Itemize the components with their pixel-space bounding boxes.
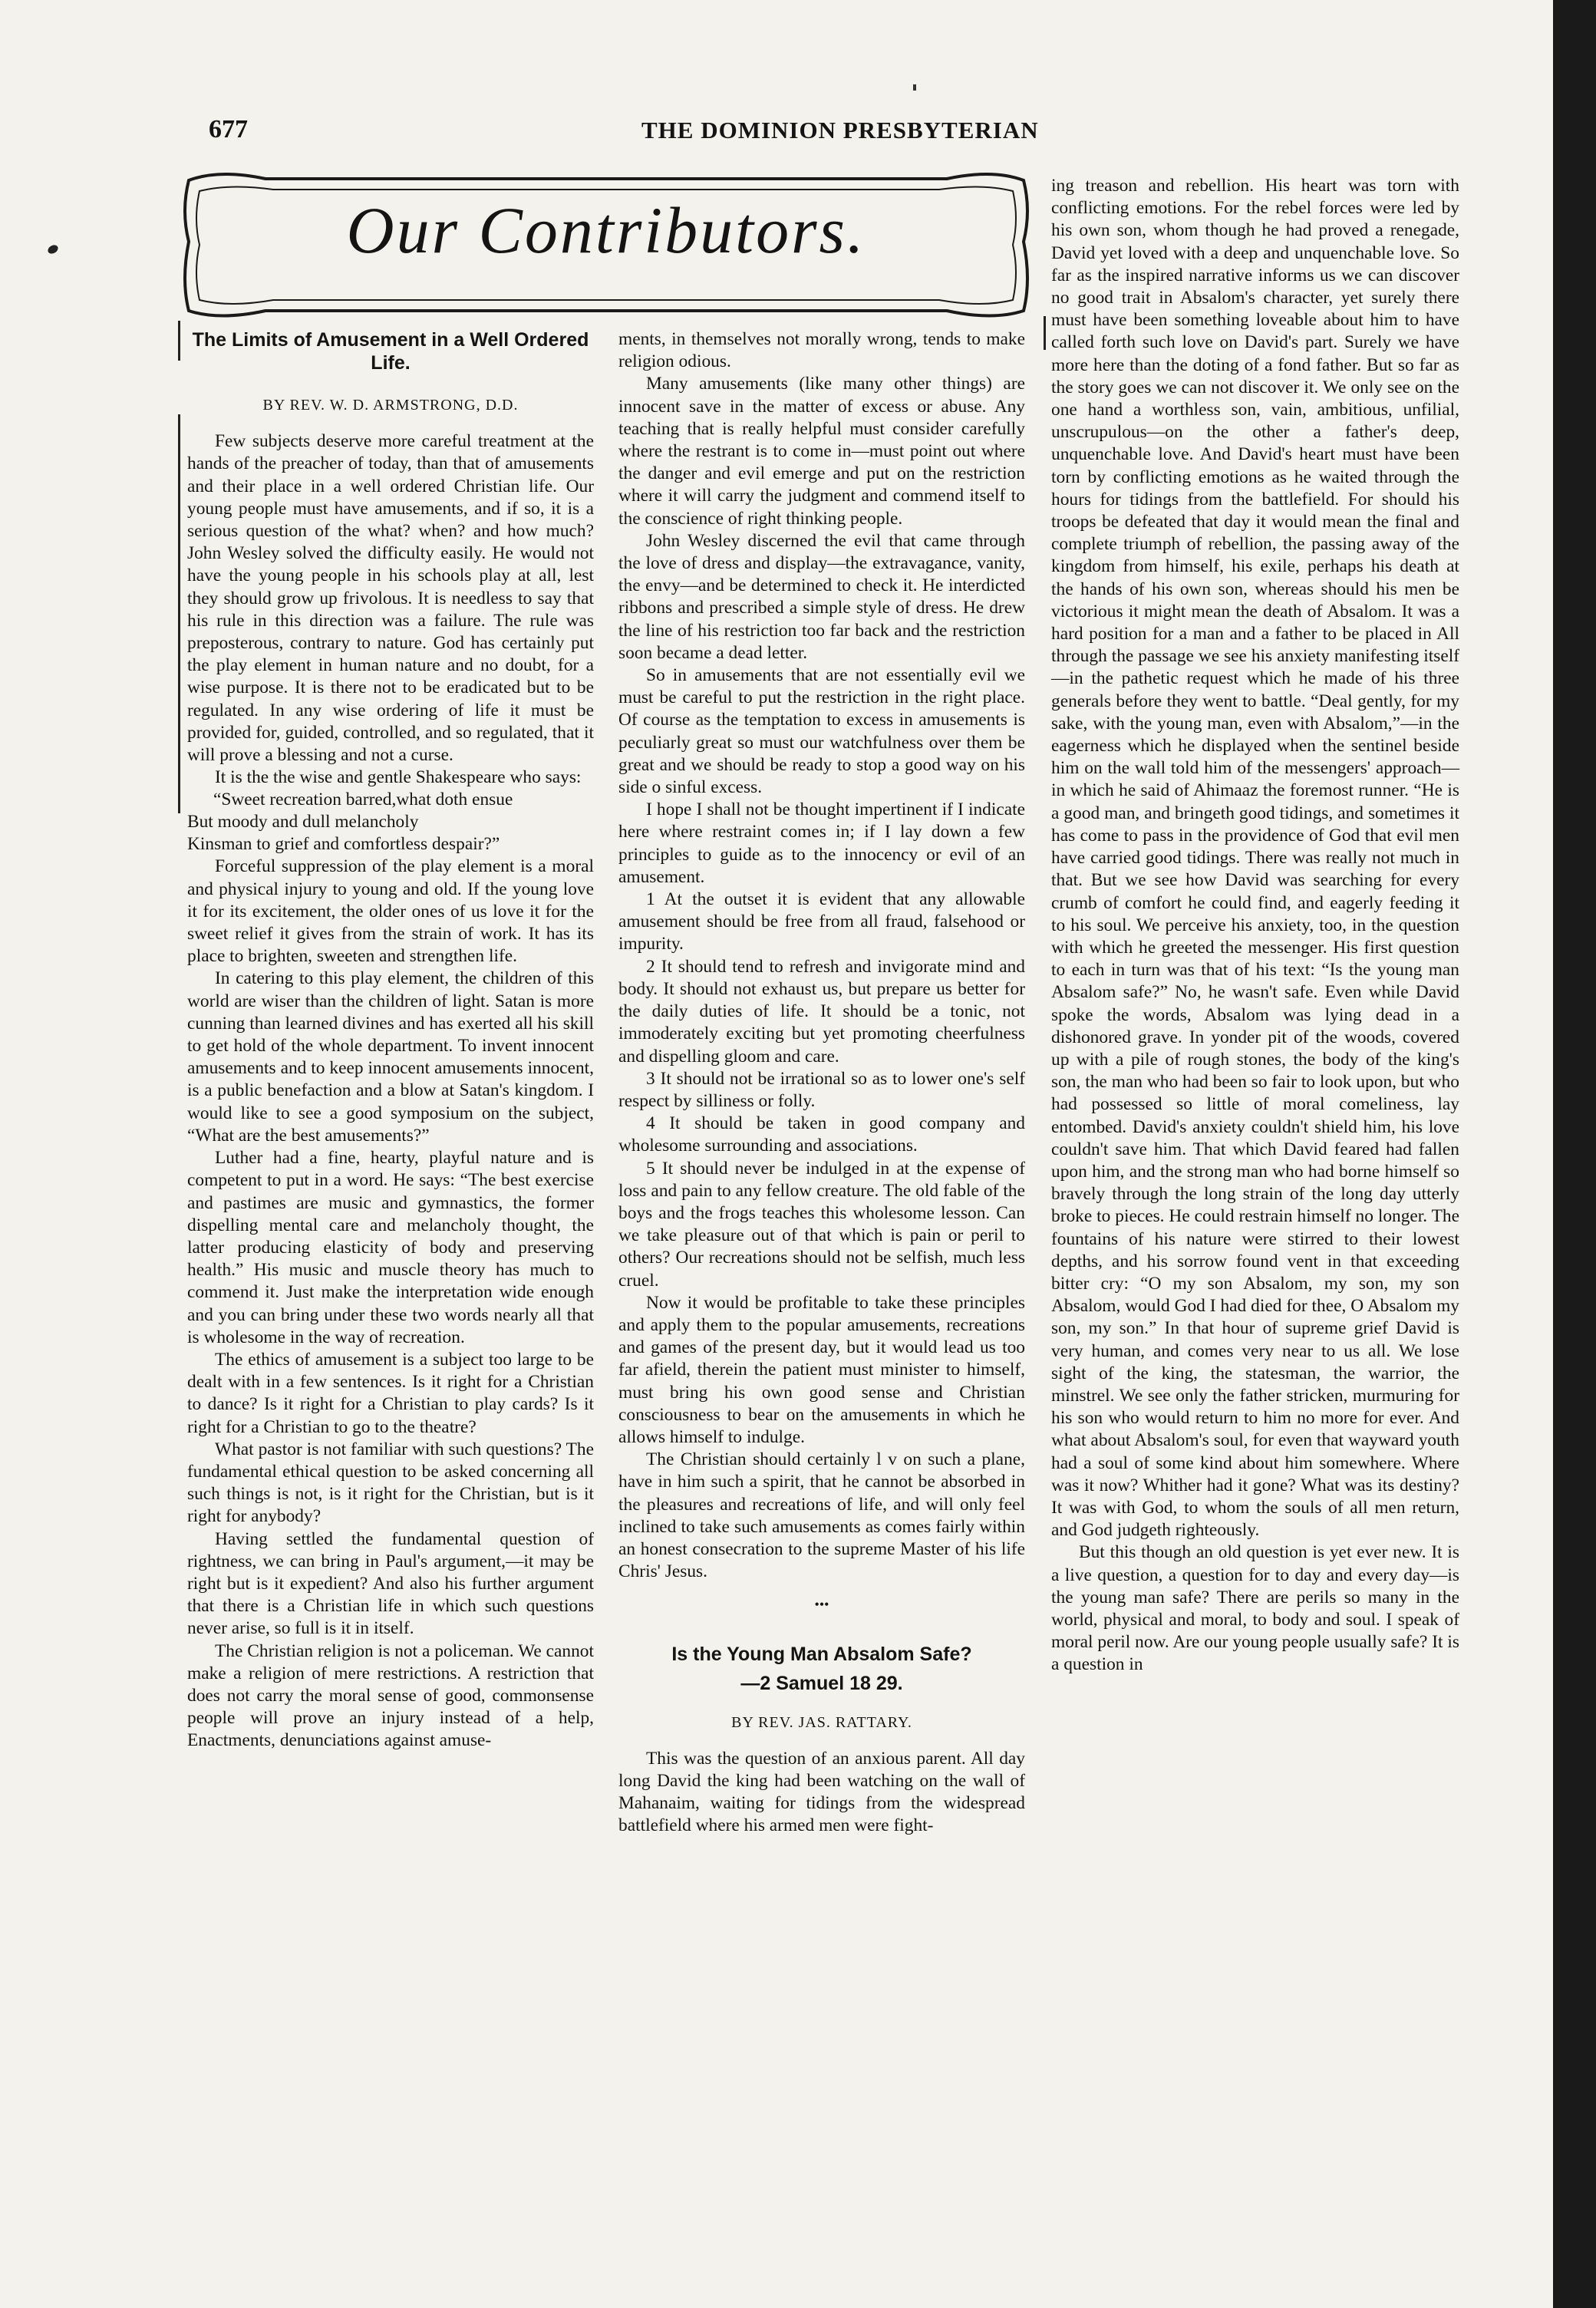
column-2 [618, 328, 1025, 1838]
poem-line: But moody and dull melancholy [187, 812, 419, 833]
ink-blot [46, 243, 59, 256]
article-byline: BY REV. JAS. RATTARY. [731, 1713, 912, 1731]
paragraph: In catering to this play element, the children of this world are wiser than the children of light. Satan is more cunning than learned divines and has exerted all his skill to get hold of the whole department. To invent innocent amusements and to keep innocent amusements innocent, is a public benefaction and a blow at Satan's kingdom. I would like to see a good symposium on the subject, “What are the best amusements?” [187, 968, 594, 1146]
article-title: The Limits of Amusement in a Well Ordered Life. [192, 329, 589, 374]
paragraph: What pastor is not familiar with such questions? The fundamental ethical question to be asked concerning all such things is not, is it right for the Christian, but is it right for anybody? [187, 1439, 594, 1527]
paragraph: Having settled the fundamental question of rightness, we can bring in Paul's argument,—it may be right but is it expedient? And also his further argument that there is a Christian life in which such questions never arise, so full is it in itself. [187, 1528, 594, 1639]
paragraph: The Christian should certainly l v on such a plane, have in him such a spirit, that he cannot be absorbed in the pleasures and recreations of life, and will only feel inclined to take such amusements as comes fairly within an honest consecration to the supreme Master of his life Chris' Jesus. [618, 1449, 1025, 1582]
paragraph: So in amusements that are not essentially evil we must be careful to put the restriction in the right place. Of course as the temptation to excess in amusements is peculiarly great so must our watchfulness over them be great and we should be ready to stop a good way on his side o sinful excess. [618, 665, 1025, 798]
page-number: 677 [209, 115, 248, 143]
column-3 [1051, 175, 1459, 1677]
paragraph: Luther had a fine, hearty, playful nature and is competent to put in a word. He says: “The best exercise and pastimes are music and gymnastics, the former dispelling mental care and melancholy thought, the latter producing elasticity of body and preserving health.” His music and muscle theory has much to commend it. Just make the interpretation wide enough and you can bring under these two words nearly all that is wholesome in the way of recreation. [187, 1148, 594, 1347]
paragraph: ing treason and rebellion. His heart was torn with conflicting emotions. For the rebel forces were led by his own son, whom though he had proved a renegade, David yet loved with a deep and unquenchable love. So far as the inspired narrative informs us we can discover no good trait in Absalom's character, yet surely there must have been something loveable about him to have called forth such love on David's part. Surely we have more here than the doting of a fond father. But so far as the story goes we can not discover it. We only see on the one hand a worthless son, vain, ambitious, unfilial, unscrupulous—on the other a father's deep, unquenchable love. And David's heart must have been torn by conflicting emotions as he waited through the hours for tidings from the battlefield. For should his troops be defeated that day it would mean the final and complete triumph of rebellion, the passing away of the kingdom from himself, his exile, perhaps his death at the hands of his own son, whereas should his men be victorious it might mean the death of Absalom. It was a hard position for a man and a father to be placed in All through the passage we see his anxiety manifesting itself—in the pathetic request which he made of his three generals before they went to battle. “Deal gently, for my sake, with the young man, even with Absalom,”—in the eagerness which he displayed when the sentinel beside him on the wall told him of the messengers' approach—in which he said of Ahimaaz the foremost runner. “He is a good man, and bringeth good tidings, and sometimes it has come to pass in the providence of God that evil men have carried good tidings. There was really not much in that. But we see how David was searching for every crumb of comfort he could find, and eagerly feeding it to his soul. We perceive his anxiety, too, in the question with which he greeted the messenger. His first question to each in turn was that of his text: “Is the young man Absalom safe?” No, he wasn't safe. Even while David spoke the words, Absalom was lying dead in a dishonored grave. In yonder pit of the woods, covered up with a pile of rough stones, the body of the king's son, the man who had been so fair to look upon, but who had possessed so little of moral comeliness, lay entombed. David's anxiety couldn't shield him, his love couldn't save him. That which David feared had fallen upon him, and the strong man who had borne himself so bravely through the long strain of the long day utterly broke to pieces. He could restrain himself no longer. The fountains of his nature were stirred to their lowest depths, and his sorrow found vent in that exceeding bitter cry: “O my son Absalom, my son, my son Absalom, would God I had died for thee, O Absalom my son, my son.” In that hour of supreme grief David is very human, and comes very near to us all. We lose sight of the king, the statesman, the warrior, the minstrel. We see only the father stricken, murmuring for his son who would return to him no more for ever. And what about Absalom's soul, for even that wayward youth had a soul of some kind about him somewhere. Where was it now? Whither had it gone? What was its destiny? It was with God, to whom the souls of all men return, and God judgeth righteously. [1051, 176, 1459, 1541]
scan-edge [1553, 0, 1596, 2308]
paragraph: 1 At the outset it is evident that any allowable amusement should be free from all fraud, falsehood or impurity. [618, 889, 1025, 955]
paragraph: 2 It should tend to refresh and invigorate mind and body. It should not exhaust us, but prepare us better for the daily duties of life. It should be a tonic, not immoderately exciting but yet promoting cheerfulness and dispelling gloom and care. [618, 956, 1025, 1067]
paragraph: ments, in themselves not morally wrong, tends to make religion odious. [618, 329, 1025, 372]
article-byline: BY REV. W. D. ARMSTRONG, D.D. [262, 397, 519, 414]
column-1 [187, 328, 594, 1752]
paragraph: Few subjects deserve more careful treatment at the hands of the preacher of today, than that of amusements and their place in a well ordered Christian life. Our young people must have amusements, and if so, it is a serious question of the what? when? and how much? John Wesley solved the difficulty easily. He would not have the young people in his schools play at all, lest they should grow up frivolous. It is needless to say that his rule in this direction was a failure. The rule was preposterous, contrary to nature. God has certainly put the play element in human nature and no doubt, for a wise purpose. It is there not to be eradicated but to be regulated. In any wise ordering of life it must be provided for, guided, controlled, and so regulated, that it will prove a blessing and not a curse. [187, 431, 594, 766]
paragraph: The Christian religion is not a policeman. We cannot make a religion of mere restrictions. A restriction that does not carry the moral sense of good, commonsense people will prove an injury instead of a help, Enactments, denunciations against amuse- [187, 1640, 594, 1751]
paragraph: 3 It should not be irrational so as to lower one's self respect by silliness or folly. [618, 1068, 1025, 1111]
section-banner-title: Our Contributors. [346, 193, 866, 267]
column-rule [178, 414, 180, 813]
paragraph: 4 It should be taken in good company and wholesome surrounding and associations. [618, 1113, 1025, 1156]
paragraph: John Wesley discerned the evil that came through the love of dress and display—the extravagance, vanity, the envy—and be determined to check it. He interdicted ribbons and prescribed a simple style of dress. He drew the line of his restriction too far back and the restriction soon became a dead letter. [618, 530, 1025, 663]
article-separator: ••• [814, 1597, 829, 1613]
poem-line: Kinsman to grief and comfortless despair?” [187, 834, 500, 855]
paragraph: Forceful suppression of the play element is a moral and physical injury to young and old. If the young love it for its excitement, the older ones of us love it for the sweet relief it gives from the strain of work. It has its place to brighten, sweeten and strengthen life. [187, 856, 594, 967]
paragraph: 5 It should never be indulged in at the expense of loss and pain to any fellow creature. The old fable of the boys and the frogs teaches this wholesome lesson. Can we take pleasure out of that which is pain or peril to others? Our recreations should not be selfish, much less cruel. [618, 1158, 1025, 1291]
article-subtitle: —2 Samuel 18 29. [740, 1672, 903, 1694]
paragraph: It is the the wise and gentle Shakespeare who says: [215, 767, 582, 788]
paragraph: But this though an old question is yet ever new. It is a live question, a question for to day and every day—is the young man safe? There are perils so many in the world, physical and moral, to body and soul. I speak of moral peril now. Are our young people usually safe? It is a question in [1051, 1542, 1459, 1675]
paragraph: Many amusements (like many other things) are innocent save in the matter of excess or abuse. Any teaching that is really helpful must consider carefully where the restrant is to come in—must point out where the danger and evil emerge and put on the restriction where it will carry the judgment and commend itself to the conscience of right thinking people. [618, 374, 1025, 529]
paragraph: Now it would be profitable to take these principles and apply them to the popular amusements, recreations and games of the present day, but it would lead us too far afield, therein the patient must minister to himself, must bring his own good sense and Christian consciousness to bear on the amusements in which he allows himself to indulge. [618, 1292, 1025, 1447]
column-rule [178, 321, 180, 361]
publication-title: THE DOMINION PRESBYTERIAN [641, 117, 1039, 143]
poem-quote [187, 789, 594, 856]
column-rule [1044, 316, 1046, 350]
article-title: Is the Young Man Absalom Safe? [671, 1643, 972, 1665]
paragraph: The ethics of amusement is a subject too large to be dealt with in a few sentences. Is it right for a Christian to dance? Is it right for a Christian to play cards? Is it right for a Christian to go to the theatre? [187, 1349, 594, 1437]
paragraph: This was the question of an anxious parent. All day long David the king had been watching on the wall of Mahanaim, waiting for tidings from the widespread battlefield where his armed men were fight- [618, 1748, 1025, 1836]
paragraph: I hope I shall not be thought impertinent if I indicate here where restraint comes in; if I lay down a few principles to guide as to the innocency or evil of an amusement. [618, 800, 1025, 887]
poem-line: “Sweet recreation barred,what doth ensue [213, 790, 513, 810]
print-mark [913, 84, 916, 91]
